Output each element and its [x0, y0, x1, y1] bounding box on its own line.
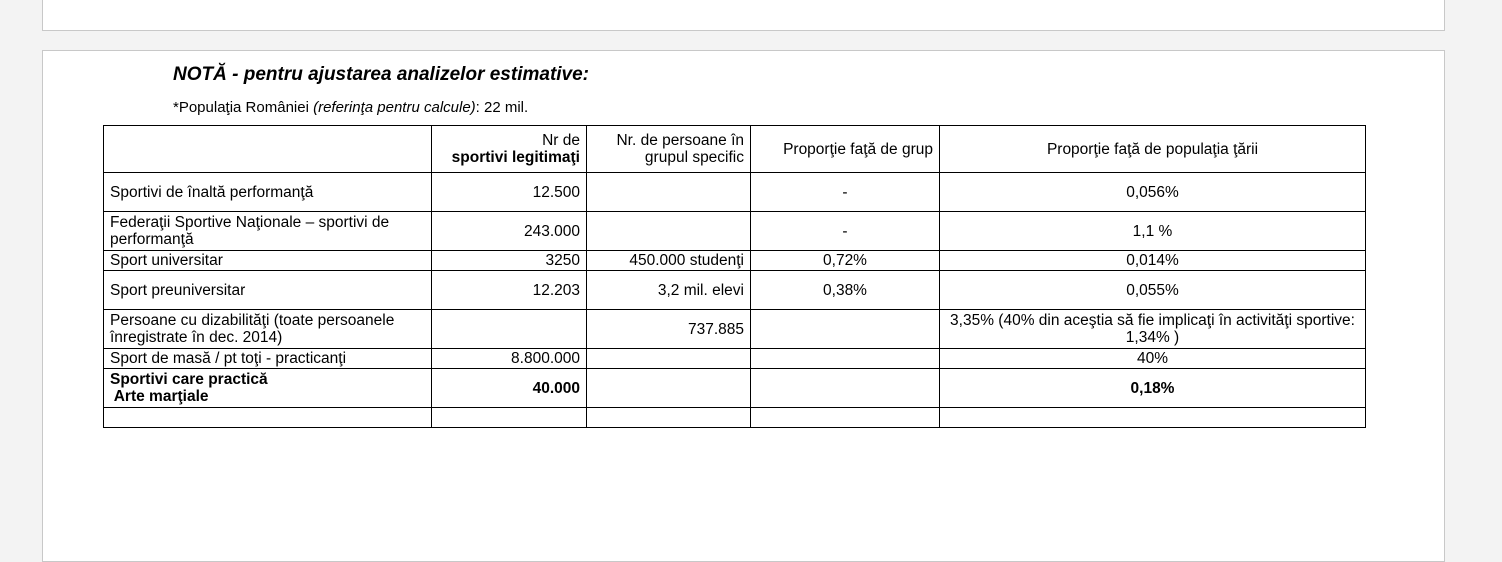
table-row: [104, 173, 1366, 212]
row-prop-country: 0,055%: [940, 271, 1366, 310]
row-group: [587, 349, 751, 369]
header-prop-group: Proporţie faţă de grup: [751, 126, 940, 173]
header-category: [104, 126, 432, 173]
table-row: [104, 369, 1366, 408]
row-group: [587, 212, 751, 251]
note-title: NOTĂ - pentru ajustarea analizelor estimative:: [173, 64, 590, 85]
row-category: Federaţii Sportive Naţionale – sportivi de performanţă: [104, 212, 432, 251]
row-group: [587, 173, 751, 212]
row-prop-country: 0,056%: [940, 173, 1366, 212]
row-prop-country: 0,18%: [940, 369, 1366, 408]
row-prop-country: 0,014%: [940, 251, 1366, 271]
table-header-row: [104, 126, 1366, 173]
row-prop-country: 40%: [940, 349, 1366, 369]
row-registered: 8.800.000: [432, 349, 587, 369]
header-prop-country: Proporţie faţă de populaţia ţării: [940, 126, 1366, 173]
row-category: Sport de masă / pt toţi - practicanţi: [104, 349, 432, 369]
row-prop-country: 1,1 %: [940, 212, 1366, 251]
table-row-empty: [104, 408, 1366, 428]
row-prop-group: [751, 369, 940, 408]
table-row: [104, 310, 1366, 349]
row-prop-group: [751, 310, 940, 349]
row-registered: 12.500: [432, 173, 587, 212]
population-suffix: : 22 mil.: [475, 99, 529, 116]
previous-page-bottom: [42, 0, 1445, 31]
row-category-line2: Arte marţiale: [110, 388, 209, 405]
empty-cell: [940, 408, 1366, 428]
header-registered-line1: Nr de: [542, 132, 580, 149]
row-registered: 3250: [432, 251, 587, 271]
empty-cell: [751, 408, 940, 428]
table-row: [104, 271, 1366, 310]
row-group: 3,2 mil. elevi: [587, 271, 751, 310]
population-italic: (referinţa pentru calcule): [313, 99, 476, 116]
sports-statistics-table: [103, 125, 1366, 428]
document-page: [42, 50, 1445, 562]
row-category: Persoane cu dizabilităţi (toate persoanele înregistrate în dec. 2014): [104, 310, 432, 349]
row-registered: [432, 310, 587, 349]
header-group: Nr. de persoane în grupul specific: [587, 126, 751, 173]
row-prop-group: -: [751, 212, 940, 251]
table-row: [104, 251, 1366, 271]
population-note: [173, 99, 528, 116]
row-category: [104, 369, 432, 408]
row-group: 450.000 studenţi: [587, 251, 751, 271]
row-category: Sport preuniversitar: [104, 271, 432, 310]
empty-cell: [104, 408, 432, 428]
row-prop-group: -: [751, 173, 940, 212]
row-category: Sportivi de înaltă performanţă: [104, 173, 432, 212]
row-prop-country: 3,35% (40% din aceştia să fie implicaţi în activităţi sportive: 1,34% ): [940, 310, 1366, 349]
row-category-line1: Sportivi care practică: [110, 371, 268, 388]
row-prop-group: 0,72%: [751, 251, 940, 271]
population-prefix: *Populaţia României: [173, 99, 314, 116]
header-registered-line2: sportivi legitimaţi: [451, 149, 580, 166]
empty-cell: [587, 408, 751, 428]
row-registered: 40.000: [432, 369, 587, 408]
row-prop-group: 0,38%: [751, 271, 940, 310]
row-registered: 243.000: [432, 212, 587, 251]
table-row: [104, 212, 1366, 251]
header-registered: [432, 126, 587, 173]
table-row: [104, 349, 1366, 369]
row-group: [587, 369, 751, 408]
row-category: Sport universitar: [104, 251, 432, 271]
row-registered: 12.203: [432, 271, 587, 310]
row-prop-group: [751, 349, 940, 369]
row-group: 737.885: [587, 310, 751, 349]
empty-cell: [432, 408, 587, 428]
